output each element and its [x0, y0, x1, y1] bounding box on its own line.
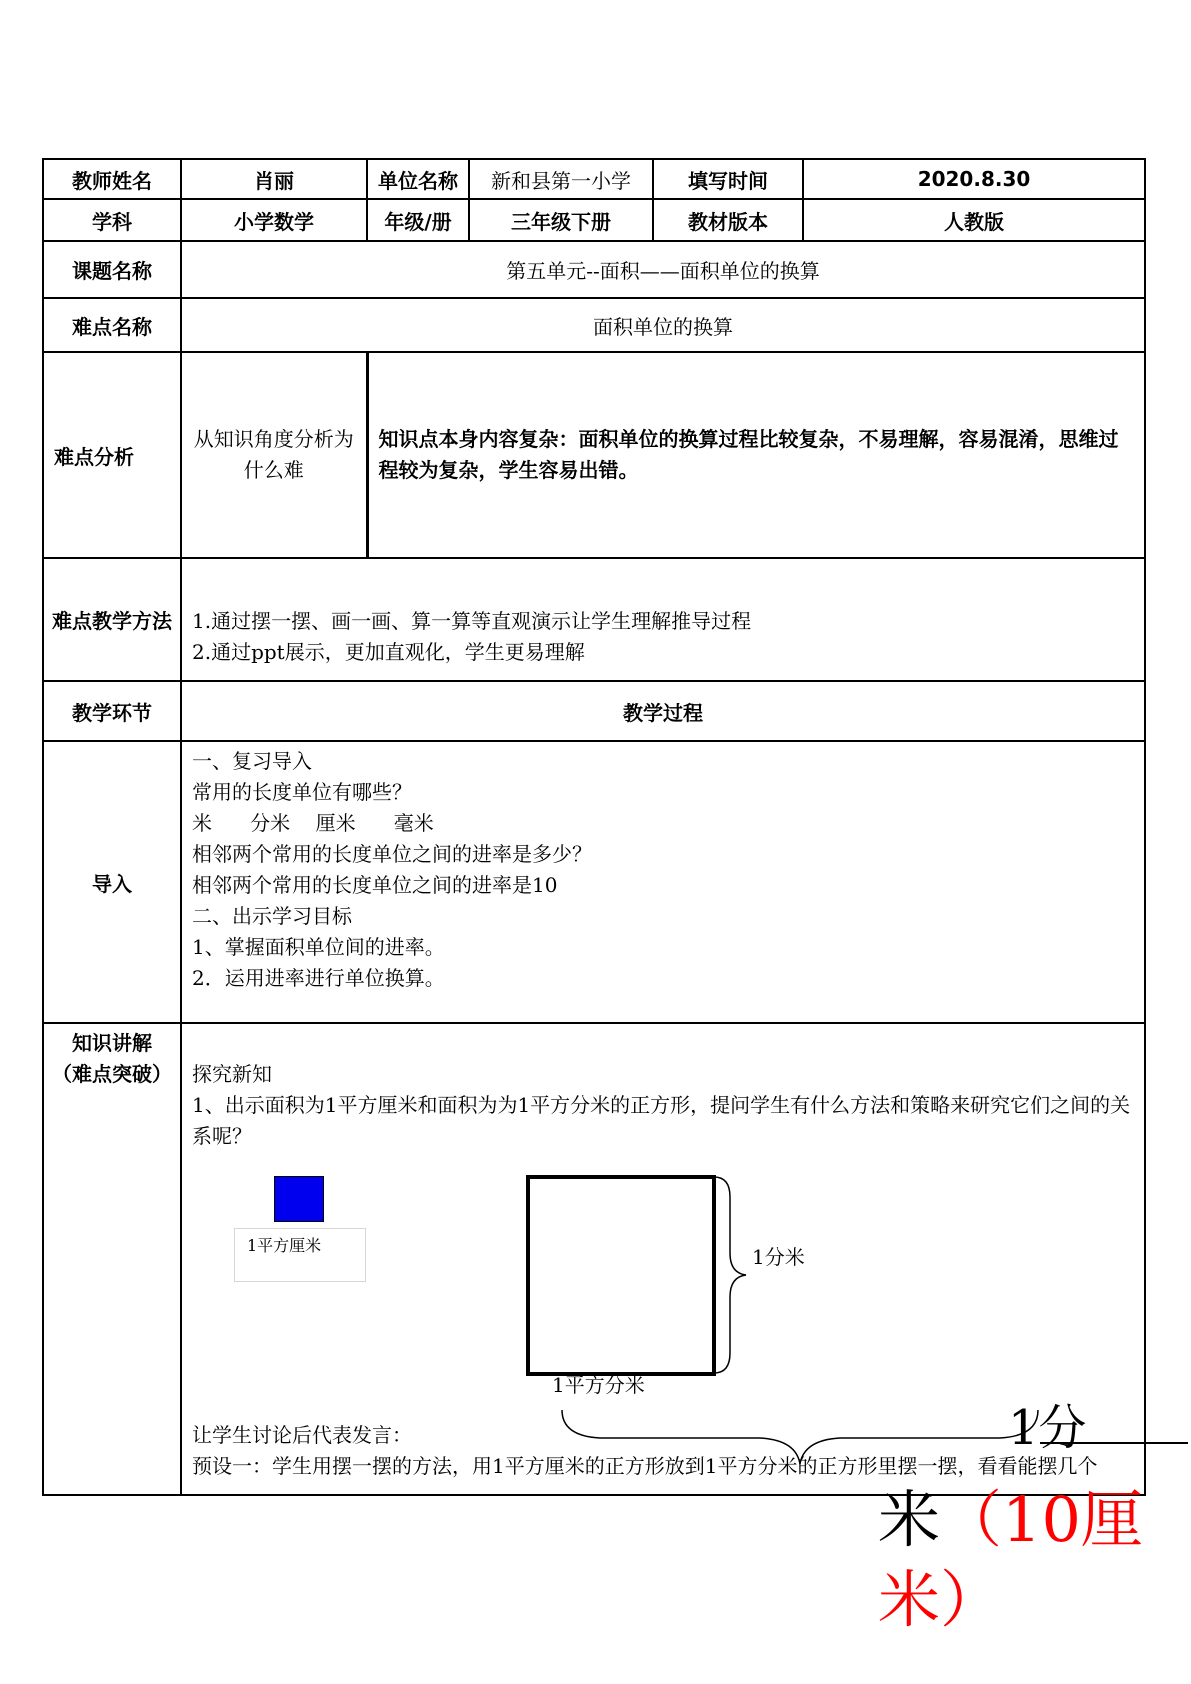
grade-label: 年级/册: [367, 199, 469, 241]
decimeter-label: 1分米: [752, 1245, 805, 1269]
knowledge-label: [43, 1023, 181, 1495]
process-value: 教学过程: [181, 681, 1145, 741]
knowledge-line: 1、出示面积为1平方厘米和面积为为1平方分米的正方形，提问学生有什么方法和策略来研究它们之间的关系呢？: [192, 1093, 1131, 1148]
method-label: 难点教学方法: [43, 558, 181, 681]
intro-line: 1、掌握面积单位间的进率。: [192, 935, 445, 959]
square-centimeter-label: 1平方厘米: [234, 1228, 366, 1282]
overlay-text-2-black: 米: [878, 1483, 941, 1556]
knowledge-line: 预设一：学生用摆一摆的方法，用1平方厘米的正方形放到1平方分米的正方形里摆一摆，看看能摆几个: [192, 1454, 1098, 1478]
intro-line: 相邻两个常用的长度单位之间的进率是多少？: [192, 842, 592, 866]
square-decimeter-caption: 1平方分米: [552, 1373, 645, 1397]
method-row: [43, 558, 1145, 681]
date-value: 2020.8.30: [803, 159, 1145, 199]
knowledge-line: 让学生讨论后代表发言：: [192, 1423, 412, 1447]
difficulty-value: 面积单位的换算: [181, 298, 1145, 352]
analysis-sub-label: 从知识角度分析为什么难: [181, 352, 367, 558]
difficulty-row: [43, 298, 1145, 352]
knowledge-line: 探究新知: [192, 1062, 272, 1086]
intro-line: 一、复习导入: [192, 749, 312, 773]
method-line: 1.通过摆一摆、画一画、算一算等直观演示让学生理解推导过程: [192, 609, 752, 633]
subject-label: 学科: [43, 199, 181, 241]
topic-value: 第五单元--面积——面积单位的换算: [181, 241, 1145, 298]
overlay-text-1: 1分: [1008, 1400, 1087, 1456]
process-header-row: [43, 681, 1145, 741]
square-centimeter-shape: [274, 1176, 324, 1222]
intro-line: 米 分米 厘米 毫米: [192, 811, 434, 835]
square-decimeter-shape: [526, 1175, 716, 1376]
process-label: 教学环节: [43, 681, 181, 741]
unit-value: 新和县第一小学: [469, 159, 653, 199]
intro-line: 相邻两个常用的长度单位之间的进率是10: [192, 873, 558, 897]
analysis-text: 知识点本身内容复杂：面积单位的换算过程比较复杂，不易理解，容易混淆，思维过程较为复杂，学生容易出错。: [367, 352, 1145, 558]
date-label: 填写时间: [653, 159, 803, 199]
intro-content: [181, 741, 1145, 1023]
intro-line: 常用的长度单位有哪些？: [192, 780, 412, 804]
knowledge-label-line: 知识讲解: [72, 1031, 152, 1055]
method-content: [181, 558, 1145, 681]
intro-row: [43, 741, 1145, 1023]
unit-label: 单位名称: [367, 159, 469, 199]
lesson-plan-table: [42, 158, 1146, 1496]
subject-value: 小学数学: [181, 199, 367, 241]
intro-line: 2．运用进率进行单位换算。: [192, 966, 445, 990]
textbook-value: 人教版: [803, 199, 1145, 241]
header-row-1: [43, 159, 1145, 199]
overlay-text-2: [878, 1480, 1143, 1560]
intro-label: 导入: [43, 741, 181, 1023]
difficulty-label: 难点名称: [43, 298, 181, 352]
header-row-2: [43, 199, 1145, 241]
topic-label: 课题名称: [43, 241, 181, 298]
intro-line: 二、出示学习目标: [192, 904, 352, 928]
analysis-row: [43, 352, 1145, 558]
area-diagram: [192, 1152, 1134, 1420]
grade-value: 三年级下册: [469, 199, 653, 241]
right-brace-icon: [712, 1175, 752, 1375]
overlay-text-3: 米）: [878, 1563, 1003, 1636]
teacher-value: 肖丽: [181, 159, 367, 199]
knowledge-label-line: （难点突破）: [52, 1062, 172, 1086]
teacher-label: 教师姓名: [43, 159, 181, 199]
method-line: 2.通过ppt展示，更加直观化，学生更易理解: [192, 640, 585, 664]
bottom-brace-icon: [560, 1408, 1040, 1468]
topic-row: [43, 241, 1145, 298]
overlay-text-2-red: （10厘: [940, 1483, 1143, 1556]
textbook-label: 教材版本: [653, 199, 803, 241]
analysis-label: 难点分析: [43, 352, 181, 558]
